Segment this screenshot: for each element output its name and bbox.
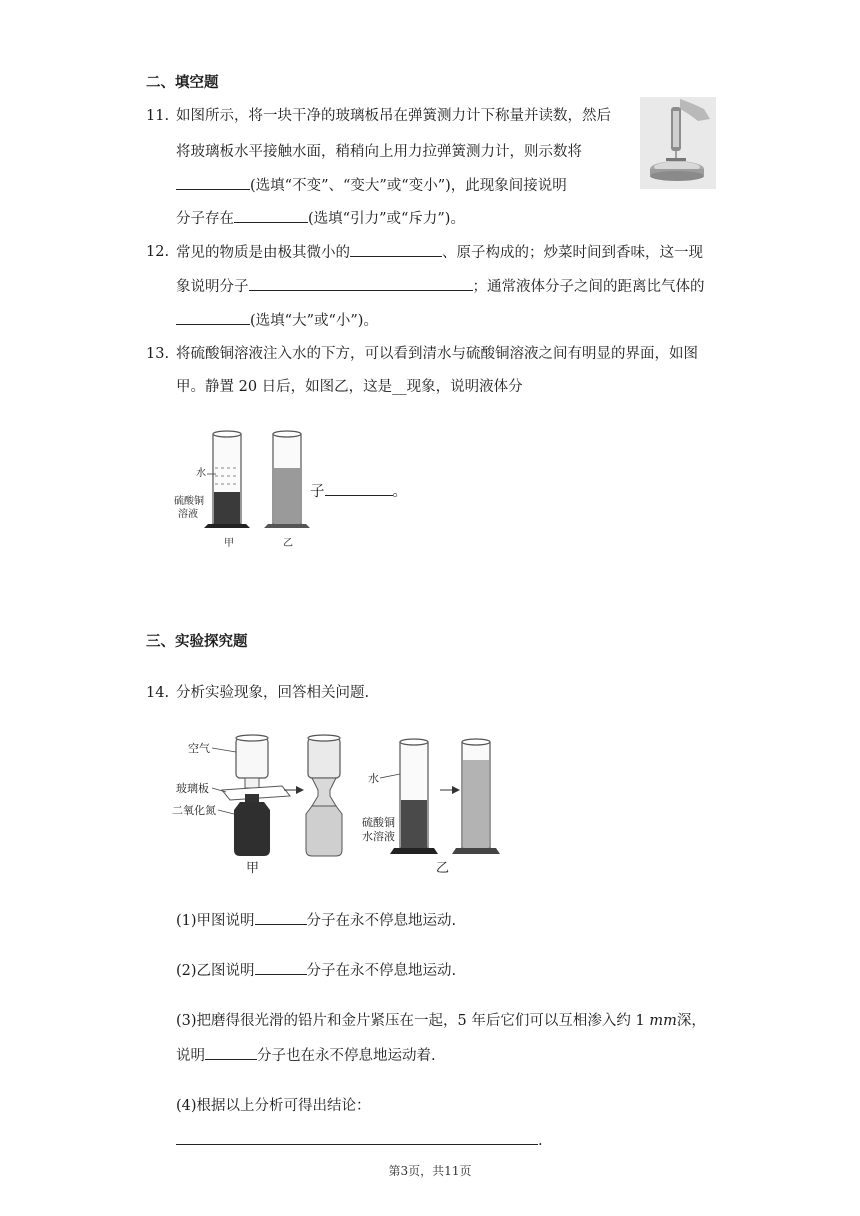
- sub-question: (1)甲图说明 分子在永不停息地运动.: [176, 910, 456, 931]
- answer-blank[interactable]: [350, 242, 442, 257]
- label-air: 空气: [188, 742, 210, 755]
- sub-question: 说明 分子也在永不停息地运动着.: [176, 1045, 436, 1066]
- question-text: 如图所示，将一块干净的玻璃板吊在弹簧测力计下称量并读数，然后: [176, 108, 611, 124]
- sub-question: (3)把磨得很光滑的铅片和金片紧压在一起，5 年后它们可以互相渗入约 1 mm深，: [176, 1013, 706, 1029]
- answer-blank[interactable]: [176, 1130, 538, 1145]
- label-water: 水: [196, 468, 206, 479]
- question-text: 子 。: [310, 481, 407, 502]
- question-text: 常见的物质是由极其微小的 、原子构成的；炒菜时间到香味，这一现: [176, 242, 703, 263]
- label-cuso4: 硫酸铜: [174, 496, 204, 507]
- sub-question: .: [176, 1130, 543, 1151]
- question-number: 14.: [146, 685, 170, 701]
- label-water: 水: [368, 772, 379, 785]
- question-number: 12.: [146, 244, 170, 260]
- answer-blank[interactable]: [176, 310, 250, 325]
- label-solution: 水溶液: [362, 830, 395, 843]
- question-text: 将玻璃板水平接触水面，稍稍向上用力拉弹簧测力计，则示数将: [176, 144, 582, 160]
- answer-blank[interactable]: [255, 960, 307, 975]
- label-no2: 二氧化氮: [172, 804, 216, 817]
- label-yi: 乙: [436, 861, 450, 876]
- section-title: 二、填空题: [146, 75, 219, 91]
- label-jia: 甲: [246, 861, 260, 876]
- question-text: 甲。静置 20 日后，如图乙，这是__现象，说明液体分: [176, 379, 523, 395]
- sub-question: (4)根据以上分析可得出结论：: [176, 1098, 371, 1114]
- section-title: 三、实验探究题: [146, 634, 248, 650]
- label-jia: 甲: [224, 538, 234, 549]
- label-yi: 乙: [283, 538, 293, 549]
- answer-blank[interactable]: [205, 1045, 257, 1060]
- sub-question: (2)乙图说明 分子在永不停息地运动.: [176, 960, 456, 981]
- question-text: 将硫酸铜溶液注入水的下方，可以看到清水与硫酸铜溶液之间有明显的界面，如图: [176, 346, 698, 362]
- answer-blank[interactable]: [234, 208, 308, 223]
- question-number: 11.: [146, 108, 170, 124]
- diffusion-figure-q13: [170, 428, 320, 552]
- question-text: 分析实验现象，回答相关问题.: [176, 685, 370, 701]
- question-number: 13.: [146, 346, 170, 362]
- question-text: (选填“不变”、“变大”或“变小”)，此现象间接说明: [176, 175, 567, 196]
- answer-blank[interactable]: [176, 175, 250, 190]
- answer-blank[interactable]: [325, 481, 393, 496]
- question-text: 象说明分子 ；通常液体分子之间的距离比气体的: [176, 276, 705, 297]
- label-solution: 溶液: [178, 509, 198, 520]
- page-footer: 第3页，共11页: [388, 1164, 472, 1178]
- spring-scale-photo: [640, 97, 716, 189]
- answer-blank[interactable]: [249, 276, 473, 291]
- question-text: (选填“大”或“小”)。: [176, 310, 378, 331]
- answer-blank[interactable]: [255, 910, 307, 925]
- diffusion-figure-q14: [172, 730, 512, 880]
- label-glass-plate: 玻璃板: [176, 782, 209, 795]
- label-cuso4: 硫酸铜: [362, 816, 395, 829]
- question-text: 分子存在 (选填“引力”或“斥力”)。: [176, 208, 465, 229]
